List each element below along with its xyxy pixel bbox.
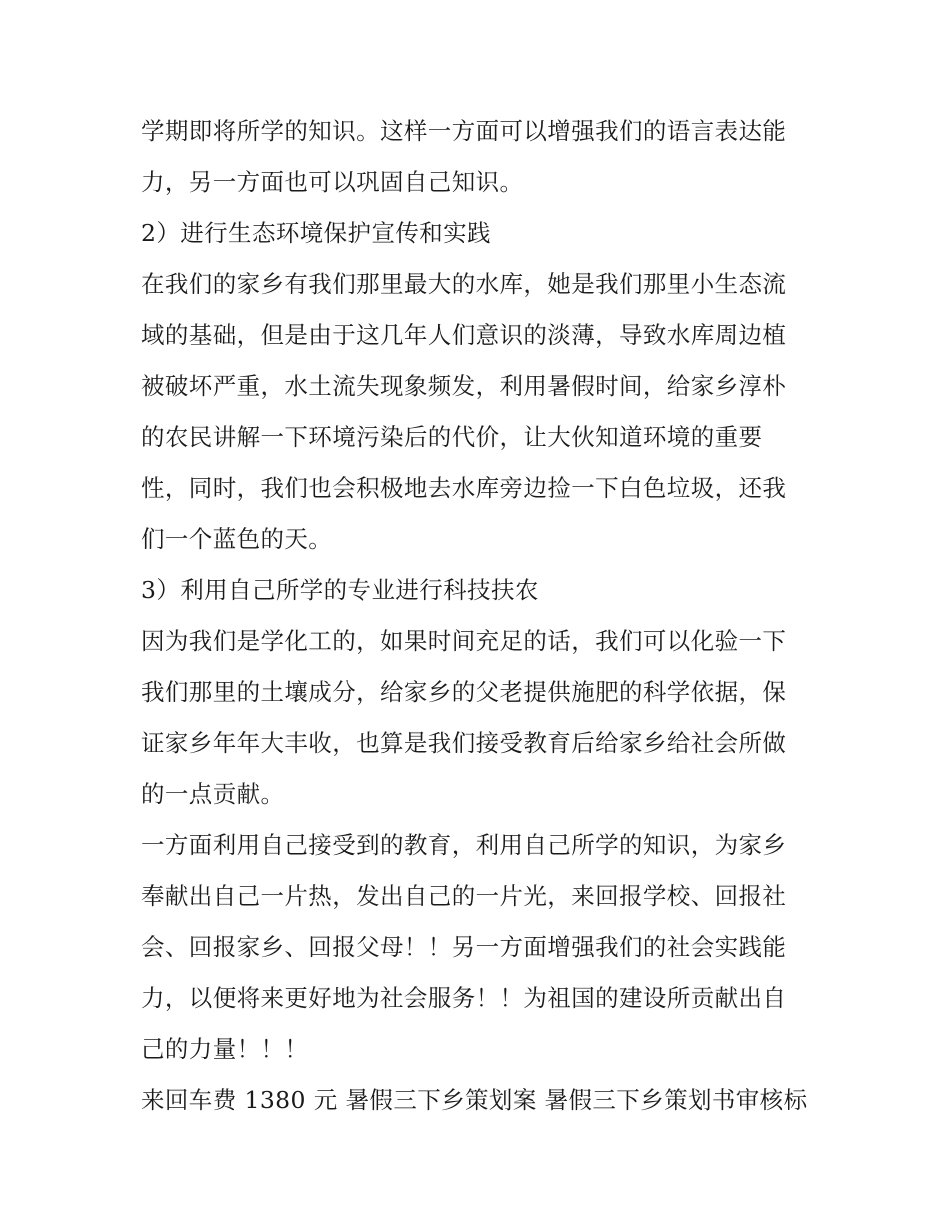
text-line: 的农民讲解一下环境污染后的代价，让大伙知道环境的重要 <box>141 423 763 451</box>
text-line: 己的力量！！！ <box>141 1035 309 1063</box>
text-line: 的一点贡献。 <box>141 780 285 808</box>
text-line: 性，同时，我们也会积极地去水库旁边捡一下白色垃圾，还我 <box>141 474 787 502</box>
text-line: 被破坏严重，水土流失现象频发，利用暑假时间，给家乡淳朴 <box>141 372 787 400</box>
text-line: 我们那里的土壤成分，给家乡的父老提供施肥的科学依据，保 <box>141 678 787 706</box>
section-heading: 3）利用自己所学的专业进行科技扶农 <box>141 576 539 604</box>
section-heading: 2）进行生态环境保护宣传和实践 <box>141 219 491 247</box>
document-body <box>141 106 813 1126</box>
text-line: 会、回报家乡、回报父母！！另一方面增强我们的社会实践能 <box>141 933 787 961</box>
text-line: 因为我们是学化工的，如果时间充足的话，我们可以化验一下 <box>141 627 787 655</box>
text-line: 力，以便将来更好地为社会服务！！为祖国的建设所贡献出自 <box>141 984 787 1012</box>
text-line: 域的基础，但是由于这几年人们意识的淡薄，导致水库周边植 <box>141 321 787 349</box>
text-line: 们一个蓝色的天。 <box>141 525 333 553</box>
text-line: 来回车费 1380 元 暑假三下乡策划案 暑假三下乡策划书审核标 <box>141 1086 808 1114</box>
text-line: 力，另一方面也可以巩固自己知识。 <box>141 168 524 196</box>
text-line: 证家乡年年大丰收，也算是我们接受教育后给家乡给社会所做 <box>141 729 787 757</box>
text-line: 一方面利用自己接受到的教育，利用自己所学的知识，为家乡 <box>141 831 787 859</box>
text-line: 奉献出自己一片热，发出自己的一片光，来回报学校、回报社 <box>141 882 787 910</box>
text-line: 学期即将所学的知识。这样一方面可以增强我们的语言表达能 <box>141 117 787 145</box>
text-line: 在我们的家乡有我们那里最大的水库，她是我们那里小生态流 <box>141 270 787 298</box>
